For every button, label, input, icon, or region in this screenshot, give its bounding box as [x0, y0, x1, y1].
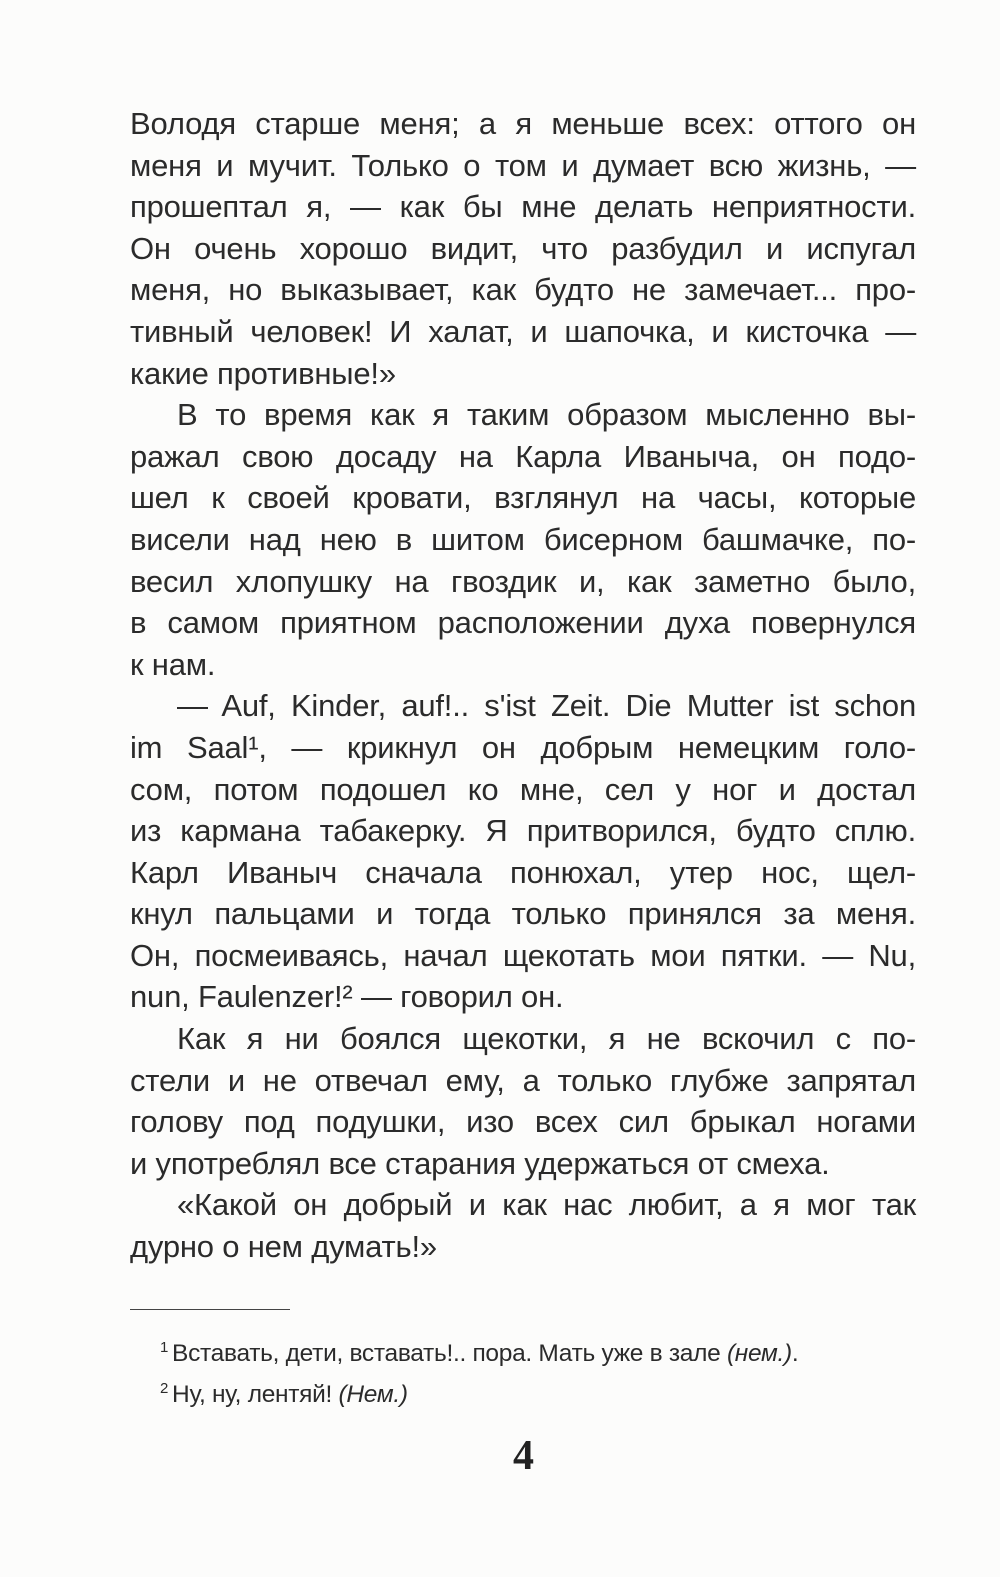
text-line: Он очень хорошо видит, что разбудил и испугал [130, 230, 916, 266]
paragraph [130, 685, 916, 1018]
text-line: дурно о нем думать!» [130, 1229, 437, 1265]
text-line: Карл Иваныч сначала понюхал, утер нос, щел- [130, 854, 916, 890]
text-line: к нам. [130, 646, 216, 682]
text-line: висели над нею в шитом бисерном башмачке, по- [130, 521, 916, 557]
text-line: — Auf, Kinder, auf!.. s'ist Zeit. Die Mutter ist schon [177, 688, 916, 724]
footnote-1 [160, 1330, 798, 1371]
paragraph [130, 394, 916, 685]
text-line: тивный человек! И халат, и шапочка, и кисточка — [130, 313, 916, 349]
footnote-tail: . [791, 1340, 799, 1367]
text-line: Он, посмеиваясь, начал щекотать мои пятки. — Nu, [130, 937, 916, 973]
text-line: голову под подушки, изо всех сил брыкал ногами [130, 1104, 916, 1140]
footnote-text: Вставать, дети, вставать!.. пора. Мать уже в зале [172, 1340, 727, 1367]
text-line: меня, но выказывает, как будто не замечает... про- [130, 272, 916, 308]
body-text [130, 103, 916, 1268]
paragraph [130, 1018, 916, 1184]
text-line: im Saal¹, — крикнул он добрым немецким голо- [130, 729, 916, 765]
footnote-mark: 2 [160, 1380, 169, 1397]
footnote-divider [130, 1309, 290, 1310]
footnote-text: Ну, ну, лентяй! [172, 1381, 339, 1408]
text-line: стели и не отвечал ему, а только глубже запрятал [130, 1062, 916, 1098]
text-line: и употреблял все старания удержаться от смеха. [130, 1145, 830, 1181]
text-line: Володя старше меня; а я меньше всех: оттого он [130, 106, 916, 141]
text-line: «Какой он добрый и как нас любит, а я мог так [177, 1187, 916, 1223]
text-line: какие противные!» [130, 355, 396, 391]
text-line: в самом приятном расположении духа повернулся [130, 605, 916, 641]
text-line: меня и мучит. Только о том и думает всю жизнь, — [130, 147, 916, 183]
paragraph [130, 103, 916, 394]
text-line: весил хлопушку на гвоздик и, как заметно было, [130, 563, 916, 599]
page-number: 4 [513, 1433, 534, 1479]
text-line: В то время как я таким образом мысленно вы- [177, 397, 916, 433]
footnote-lang: (нем.) [726, 1340, 792, 1367]
text-line: из кармана табакерку. Я притворился, будто сплю. [130, 813, 916, 849]
footnote-mark: 1 [160, 1339, 169, 1356]
text-line: сом, потом подошел ко мне, сел у ног и достал [130, 771, 916, 807]
paragraph [130, 1184, 916, 1267]
text-line: nun, Faulenzer!² — говорил он. [130, 979, 564, 1015]
footnote-2 [160, 1371, 798, 1412]
text-line: кнул пальцами и тогда только принялся за меня. [130, 896, 916, 932]
footnotes [160, 1330, 798, 1412]
text-line: прошептал я, — как бы мне делать неприятности. [130, 189, 916, 225]
text-line: ражал свою досаду на Карла Иваныча, он подо- [130, 438, 916, 474]
text-line: Как я ни боялся щекотки, я не вскочил с по- [177, 1021, 916, 1057]
footnote-lang: (Нем.) [338, 1381, 408, 1408]
text-line: шел к своей кровати, взглянул на часы, которые [130, 480, 916, 516]
